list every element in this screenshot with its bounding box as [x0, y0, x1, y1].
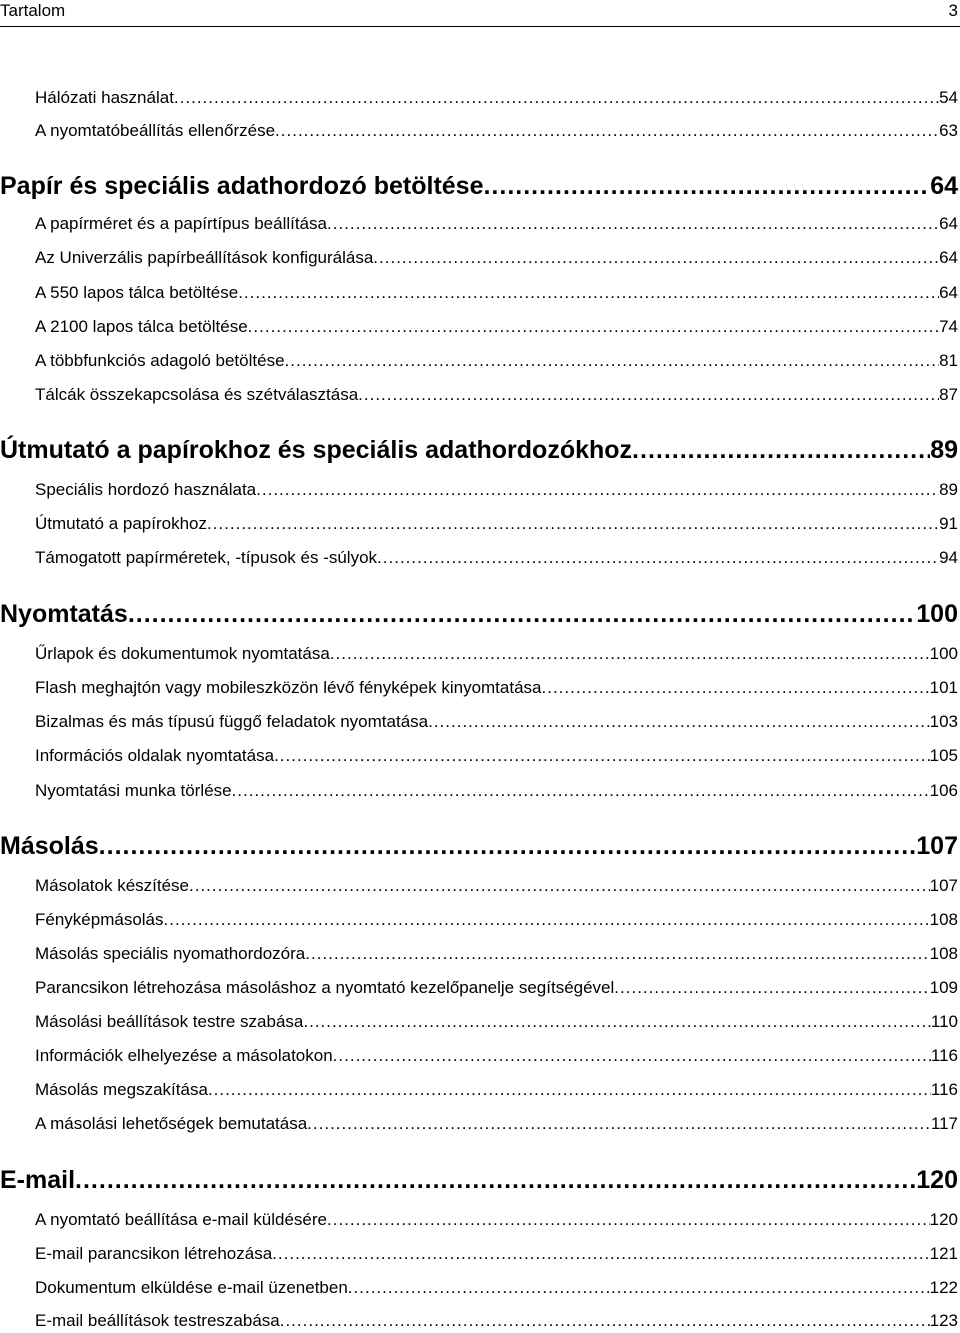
toc-entry-page: 64: [939, 214, 958, 233]
toc-leader: [280, 1309, 930, 1333]
toc-entry[interactable]: [0, 546, 958, 570]
toc-entry[interactable]: [0, 315, 958, 339]
toc-entry-label: A papírméret és a papírtípus beállítása: [35, 214, 328, 233]
toc-section-page: 64: [930, 172, 958, 200]
toc-leader: [377, 546, 939, 570]
toc-section[interactable]: [0, 433, 958, 467]
toc-entry-label: Űrlapok és dokumentumok nyomtatása: [35, 644, 330, 663]
toc-entry[interactable]: [0, 281, 958, 305]
toc-entry-page: 105: [929, 746, 958, 765]
toc-leader: [274, 744, 930, 768]
toc-leader: [285, 349, 940, 373]
toc-leader: [483, 169, 930, 203]
toc-entry-label: A nyomtató beállítása e-mail küldésére: [35, 1210, 327, 1229]
toc-entry-page: 100: [929, 644, 958, 663]
toc-entry[interactable]: [0, 1078, 958, 1102]
toc-entry[interactable]: [0, 86, 958, 110]
toc-leader: [333, 1044, 931, 1068]
toc-leader: [327, 1208, 930, 1232]
toc-leader: [305, 942, 929, 966]
toc-entry[interactable]: [0, 908, 958, 932]
toc-leader: [189, 874, 930, 898]
toc-leader: [303, 1010, 931, 1034]
toc-section-label: Útmutató a papírokhoz és speciális adathordozókhoz: [0, 436, 633, 464]
toc-entry-page: 122: [929, 1278, 958, 1297]
toc-leader: [348, 1276, 930, 1300]
toc-section-page: 107: [916, 832, 958, 860]
toc-leader: [164, 908, 930, 932]
toc-entry[interactable]: [0, 512, 958, 536]
toc-entry-page: 54: [939, 88, 958, 107]
toc-entry[interactable]: [0, 744, 958, 768]
toc-entry-page: 123: [929, 1311, 958, 1330]
toc-entry-label: Bizalmas és más típusú függő feladatok nyomtatása: [35, 712, 429, 731]
toc-entry-label: Információk elhelyezése a másolatokon: [35, 1046, 333, 1065]
toc-entry-page: 64: [939, 283, 958, 302]
toc-entry[interactable]: [0, 119, 958, 143]
toc-entry-page: 74: [939, 317, 958, 336]
toc-entry-page: 110: [930, 1012, 958, 1031]
toc-entry[interactable]: [0, 676, 958, 700]
toc-entry-label: Információs oldalak nyomtatása: [35, 746, 275, 765]
toc-section-label: Másolás: [0, 832, 99, 860]
toc-entry-label: Hálózati használat: [35, 88, 174, 107]
toc-entry-label: Speciális hordozó használata: [35, 480, 257, 499]
toc-leader: [275, 119, 939, 143]
toc-entry-page: 106: [929, 781, 958, 800]
toc-section-label: Papír és speciális adathordozó betöltése: [0, 172, 484, 200]
toc-entry[interactable]: [0, 1112, 958, 1136]
toc-entry-label: A nyomtatóbeállítás ellenőrzése: [35, 121, 276, 140]
toc-leader: [358, 383, 939, 407]
toc-entry[interactable]: [0, 383, 958, 407]
toc-leader: [238, 281, 939, 305]
toc-section-page: 120: [916, 1166, 958, 1194]
toc-entry-page: 121: [929, 1244, 958, 1263]
toc-leader: [208, 1078, 931, 1102]
toc-entry-page: 108: [929, 944, 958, 963]
toc-entry[interactable]: [0, 779, 958, 803]
toc-leader: [207, 512, 939, 536]
toc-entry-page: 89: [939, 480, 958, 499]
toc-entry-label: Másolás speciális nyomathordozóra: [35, 944, 306, 963]
toc-section[interactable]: [0, 597, 958, 631]
toc-leader: [75, 1163, 916, 1197]
toc-entry-label: A többfunkciós adagoló betöltése: [35, 351, 285, 370]
toc-leader: [232, 779, 930, 803]
toc-entry[interactable]: [0, 1309, 958, 1333]
toc-entry-label: Nyomtatási munka törlése: [35, 781, 232, 800]
toc-leader: [542, 676, 930, 700]
toc-entry[interactable]: [0, 1208, 958, 1232]
toc-entry-page: 94: [939, 548, 958, 567]
toc-entry-label: A 2100 lapos tálca betöltése: [35, 317, 248, 336]
toc-entry-page: 103: [929, 712, 958, 731]
toc-entry-page: 117: [930, 1114, 958, 1133]
toc-entry-label: Dokumentum elküldése e-mail üzenetben: [35, 1278, 348, 1297]
toc-entry-page: 120: [929, 1210, 958, 1229]
header-page-number: 3: [948, 1, 958, 20]
toc-entry-label: A másolási lehetőségek bemutatása: [35, 1114, 308, 1133]
toc-leader: [327, 212, 939, 236]
toc-entry-page: 63: [939, 121, 958, 140]
toc-entry-label: Tálcák összekapcsolása és szétválasztása: [35, 385, 359, 404]
toc-entry[interactable]: [0, 349, 958, 373]
toc-entry[interactable]: [0, 642, 958, 666]
toc-leader: [99, 829, 917, 863]
toc-entry-label: Útmutató a papírokhoz: [35, 514, 207, 533]
toc-leader: [272, 1242, 929, 1266]
toc-entry-label: A 550 lapos tálca betöltése: [35, 283, 239, 302]
toc-entry-page: 116: [930, 1046, 958, 1065]
toc-leader: [614, 976, 929, 1000]
toc-entry-label: Az Univerzális papírbeállítások konfigurálása: [35, 248, 374, 267]
toc-entry[interactable]: [0, 1276, 958, 1300]
toc-entry[interactable]: [0, 1044, 958, 1068]
toc-entry-label: E-mail beállítások testreszabása: [35, 1311, 280, 1330]
toc-entry-label: Fényképmásolás: [35, 910, 164, 929]
toc-entry[interactable]: [0, 976, 958, 1000]
toc-entry-label: Másolás megszakítása: [35, 1080, 208, 1099]
toc-entry[interactable]: [0, 1010, 958, 1034]
toc-entry-page: 107: [929, 876, 958, 895]
toc-entry-label: Másolási beállítások testre szabása: [35, 1012, 304, 1031]
toc-leader: [307, 1112, 931, 1136]
toc-entry[interactable]: [0, 942, 958, 966]
toc-section-page: 100: [916, 600, 958, 628]
toc-leader: [174, 86, 939, 110]
toc-entry-page: 108: [929, 910, 958, 929]
toc-entry-page: 64: [939, 248, 958, 267]
toc-section-page: 89: [930, 436, 958, 464]
toc-leader: [428, 710, 930, 734]
toc-entry-page: 109: [929, 978, 958, 997]
toc-section-label: E-mail: [0, 1166, 76, 1194]
toc-entry-label: Támogatott papírméretek, -típusok és -súlyok: [35, 548, 378, 567]
toc-entry-label: Parancsikon létrehozása másoláshoz a nyomtató kezelőpanelje segítségével: [35, 978, 615, 997]
toc-section-label: Nyomtatás: [0, 600, 128, 628]
toc-entry[interactable]: [0, 478, 958, 502]
toc-entry-page: 116: [930, 1080, 958, 1099]
toc-section[interactable]: [0, 1163, 958, 1197]
toc-entry-page: 101: [929, 678, 958, 697]
toc-leader: [373, 246, 939, 270]
toc-section[interactable]: [0, 169, 958, 203]
toc-entry[interactable]: [0, 874, 958, 898]
toc-leader: [248, 315, 939, 339]
toc-entry-label: Másolatok készítése: [35, 876, 190, 895]
toc-entry-page: 81: [939, 351, 958, 370]
toc-entry-label: E-mail parancsikon létrehozása: [35, 1244, 273, 1263]
toc-entry[interactable]: [0, 246, 958, 270]
toc-section[interactable]: [0, 829, 958, 863]
toc-entry-page: 91: [939, 514, 958, 533]
toc-entry[interactable]: [0, 212, 958, 236]
toc-leader: [128, 597, 916, 631]
toc-leader: [256, 478, 939, 502]
toc-entry[interactable]: [0, 1242, 958, 1266]
toc-entry-page: 87: [939, 385, 958, 404]
toc-entry[interactable]: [0, 710, 958, 734]
toc-entry-label: Flash meghajtón vagy mobileszközön lévő fényképek kinyomtatása: [35, 678, 542, 697]
header-title: Tartalom: [0, 1, 66, 20]
toc-leader: [632, 433, 930, 467]
toc-leader: [330, 642, 930, 666]
